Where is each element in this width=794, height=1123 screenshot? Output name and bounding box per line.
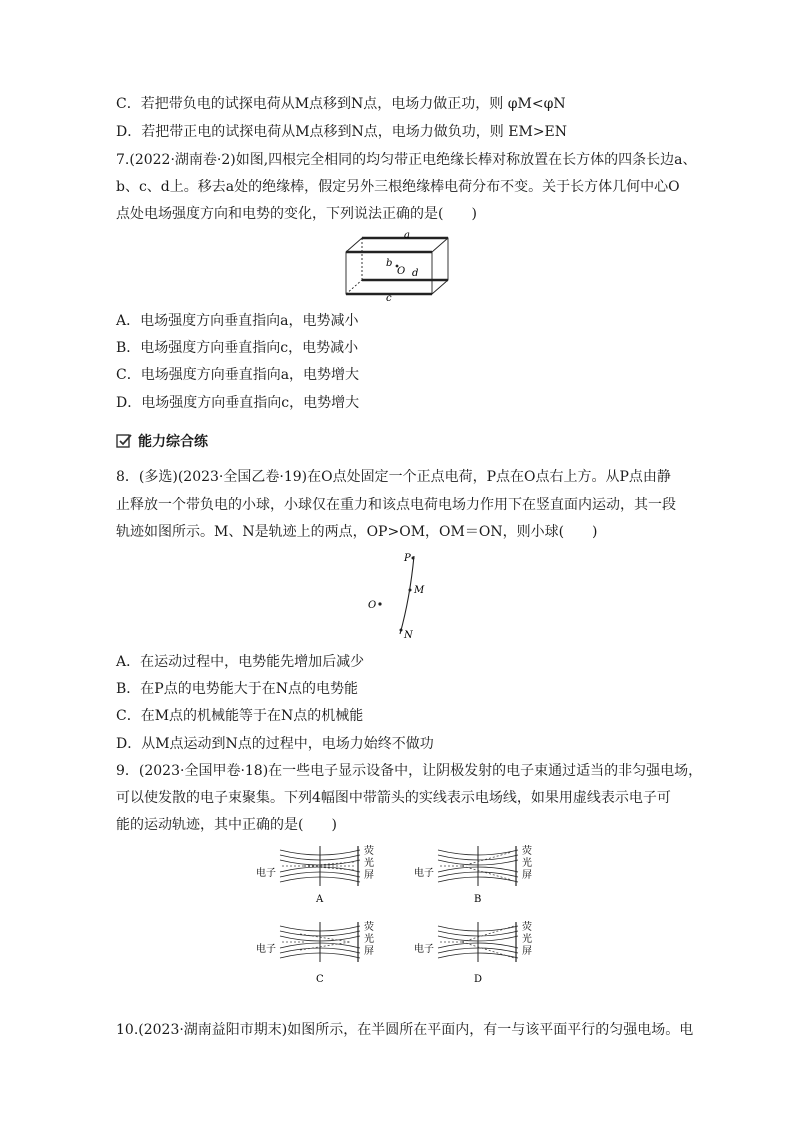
screen-label: 荧: [364, 922, 374, 933]
screen-label: 荧: [522, 846, 532, 857]
q9-stem-line2: 可以使发散的电子束聚集。下列4幅图中带箭头的实线表示电场线，如果用虚线表示电子可: [116, 790, 671, 806]
q7-option-d: D．电场强度方向垂直指向c，电势增大: [116, 395, 360, 411]
section-header: [116, 431, 208, 451]
q8-option-a: A．在运动过程中，电势能先增加后减少: [116, 654, 365, 670]
q6-option-d: D．若把带正电的试探电荷从M点移到N点，电场力做负功，则 EM>EN: [116, 124, 568, 140]
screen-label: 屏: [364, 870, 374, 881]
q8-option-c: C．在M点的机械能等于在N点的机械能: [116, 708, 364, 724]
panel-letter: A: [316, 894, 324, 904]
trajectory-curve: [400, 556, 414, 634]
q7-cuboid-figure: [340, 230, 460, 302]
label-m: M: [414, 585, 425, 596]
q9-panel-a: [254, 842, 384, 904]
q7-stem-line1: 7.(2022·湖南卷·2)如图,四根完全相同的均匀带正电绝缘长棒对称放置在长方体的四条长边a、: [116, 152, 697, 168]
electron-label: 电子: [256, 868, 276, 879]
panel-letter: C: [316, 974, 324, 984]
q7-stem-line3: 点处电场强度方向和电势的变化，下列说法正确的是( ): [116, 206, 477, 222]
q8-option-d: D．从M点运动到N点的过程中，电场力始终不做功: [116, 736, 434, 752]
q8-trajectory-figure: [362, 548, 432, 640]
screen-label: 屏: [522, 946, 532, 957]
screen-label: 光: [364, 934, 374, 945]
q9-panel-c: [254, 918, 384, 984]
screen-label: 屏: [364, 946, 374, 957]
section-title: 能力综合练: [138, 434, 208, 450]
label-c: c: [386, 293, 392, 302]
q7-option-a: A．电场强度方向垂直指向a，电势减小: [116, 313, 359, 329]
q7-option-b: B．电场强度方向垂直指向c，电势减小: [116, 340, 359, 356]
panel-letter: D: [474, 974, 483, 984]
q9-stem-line3: 能的运动轨迹，其中正确的是( ): [116, 817, 337, 833]
point-o: [378, 602, 381, 605]
electron-label: 电子: [256, 944, 276, 955]
electron-label: 电子: [414, 944, 434, 955]
screen-label: 光: [364, 858, 374, 869]
q8-stem-line3: 轨迹如图所示。M、N是轨迹上的两点，OP>OM，OM＝ON，则小球( ): [116, 524, 598, 540]
screen-label: 光: [522, 858, 532, 869]
q7-stem-line2: b、c、d上。移去a处的绝缘棒，假定另外三根绝缘棒电荷分布不变。关于长方体几何中心O: [116, 179, 680, 195]
label-o: O: [368, 600, 377, 611]
checklist-icon: [116, 434, 132, 448]
screen-label: 荧: [364, 846, 374, 857]
label-d: d: [412, 268, 419, 279]
q9-stem-line1: 9．(2023·全国甲卷·18)在一些电子显示设备中，让阴极发射的电子束通过适当的非匀强电场，: [116, 763, 703, 779]
screen-label: 荧: [522, 922, 532, 933]
electron-label: 电子: [414, 868, 434, 879]
label-p: P: [404, 553, 411, 564]
screen-label: 光: [522, 934, 532, 945]
label-n: N: [404, 630, 413, 640]
panel-letter: B: [474, 894, 482, 904]
q6-option-c: C．若把带负电的试探电荷从M点移到N点，电场力做正功，则 φM<φN: [116, 96, 566, 112]
q9-panel-d: [412, 918, 542, 984]
label-o: O: [397, 266, 406, 277]
q8-stem-line2: 止释放一个带负电的小球，小球仅在重力和该点电荷电场力作用下在竖直面内运动，其一段: [116, 497, 676, 513]
label-b: b: [386, 258, 393, 269]
q8-stem-line1: 8．(多选)(2023·全国乙卷·19)在O点处固定一个正点电荷，P点在O点右上方。从P点由静: [116, 469, 671, 485]
label-a: a: [404, 230, 410, 241]
screen-label: 屏: [522, 870, 532, 881]
q10-stem-line1: 10.(2023·湖南益阳市期末)如图所示，在半圆所在平面内，有一与该平面平行的匀强电场。电: [116, 1022, 694, 1038]
q8-option-b: B．在P点的电势能大于在N点的电势能: [116, 681, 358, 697]
q9-panel-b: [412, 842, 542, 904]
q7-option-c: C．电场强度方向垂直指向a，电势增大: [116, 367, 360, 383]
